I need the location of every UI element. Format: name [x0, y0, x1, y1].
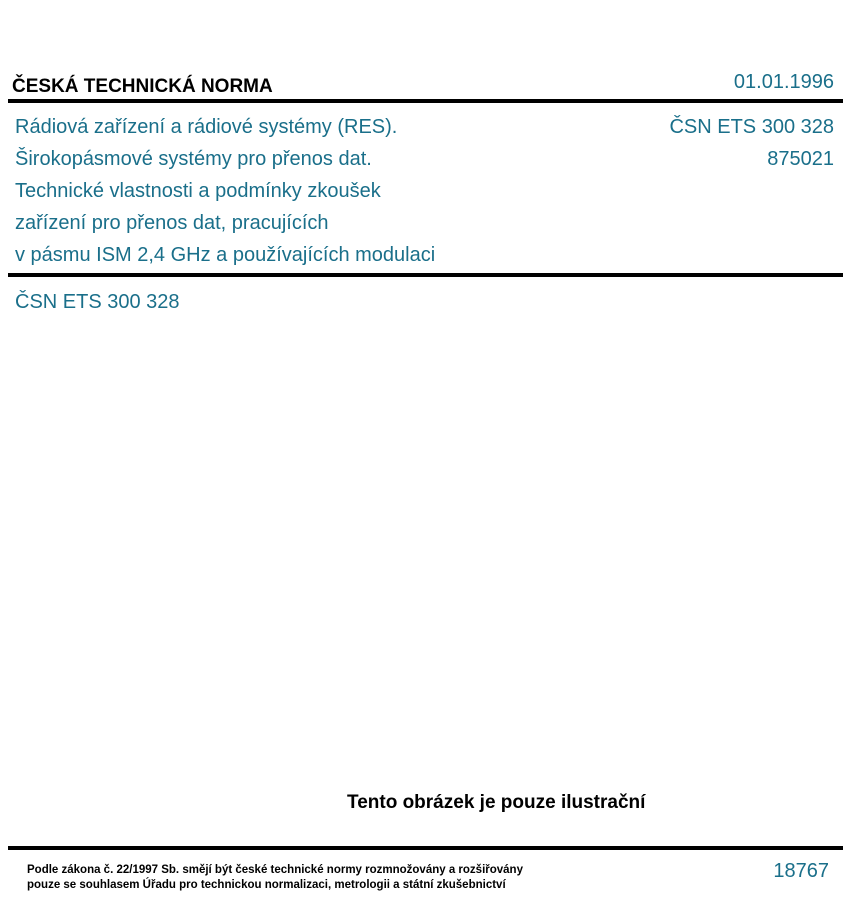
title-line: zařízení pro přenos dat, pracujících	[15, 212, 329, 234]
publication-date: 01.01.1996	[733, 71, 834, 93]
middle-divider	[8, 273, 843, 277]
legal-notice-line: Podle zákona č. 22/1997 Sb. smějí být české technické normy rozmnožovány a rozšiřovány	[27, 864, 523, 876]
standard-designation: ČSN ETS 300 328	[15, 291, 180, 313]
classification-code: 875021	[767, 148, 834, 170]
norm-label: ČESKÁ TECHNICKÁ NORMA	[12, 76, 273, 97]
title-line: v pásmu ISM 2,4 GHz a používajících modulaci	[15, 244, 436, 266]
top-divider	[8, 99, 843, 103]
document-number: 18767	[773, 860, 829, 882]
title-line: Širokopásmové systémy pro přenos dat.	[15, 148, 372, 170]
title-line: Technické vlastnosti a podmínky zkoušek	[15, 180, 381, 202]
standard-code: ČSN ETS 300 328	[669, 116, 834, 138]
illustration-note: Tento obrázek je pouze ilustrační	[347, 792, 646, 813]
legal-notice-line: pouze se souhlasem Úřadu pro technickou normalizaci, metrologii a státní zkušebnictví	[27, 879, 506, 891]
bottom-divider	[8, 846, 843, 850]
title-line: Rádiová zařízení a rádiové systémy (RES).	[15, 116, 398, 138]
